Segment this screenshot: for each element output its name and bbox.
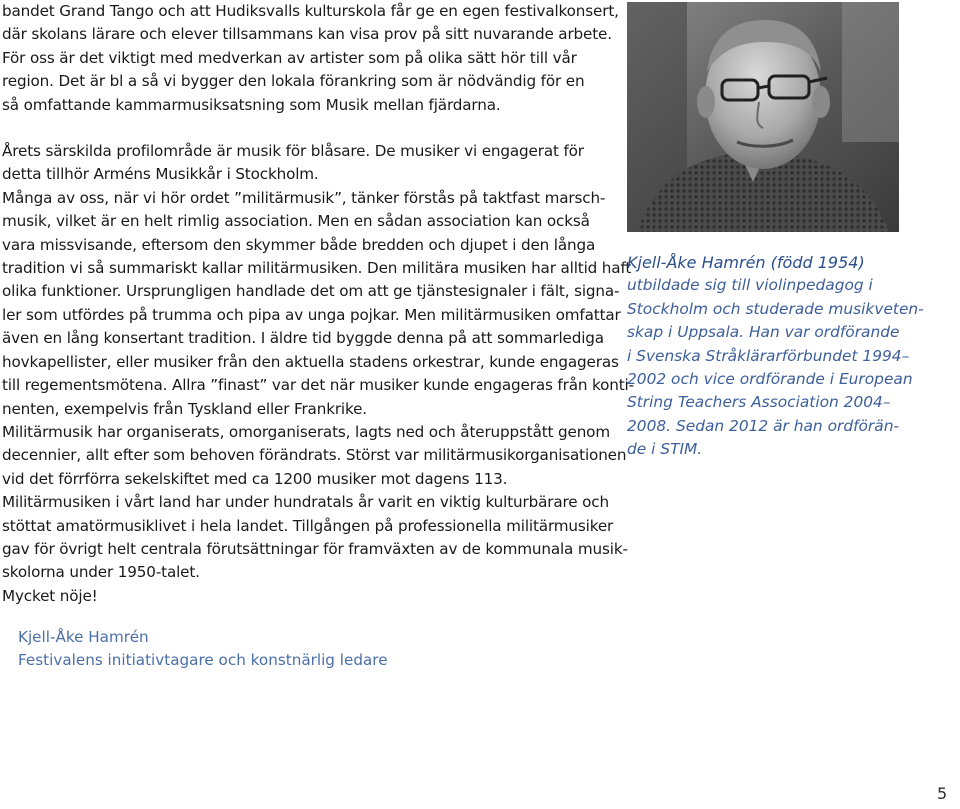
portrait-photo — [627, 2, 899, 232]
caption-line: de i STIM. — [627, 440, 703, 459]
page-number: 5 — [937, 784, 948, 803]
text-line: Årets särskilda profilområde är musik för blåsare. De musiker vi engagerat för — [2, 142, 584, 161]
text-line: vara missvisande, eftersom den skymmer både bredden och djupet i den långa — [2, 235, 596, 254]
caption-line: i Svenska Stråklärarförbundet 1994– — [627, 346, 910, 365]
text-line: bandet Grand Tango och att Hudiksvalls kulturskola får ge en egen festivalkonsert, — [2, 2, 619, 20]
signature-name: Kjell-Åke Hamrén — [18, 628, 149, 646]
photo-caption — [627, 251, 924, 462]
text-line: hovkapellister, eller musiker från den aktuella stadens orkestrar, kunde engageras — [2, 352, 619, 371]
signature-role: Festivalens initiativtagare och konstnärlig ledare — [18, 651, 388, 669]
text-line: Många av oss, när vi hör ordet ”militärmusik”, tänker förstås på taktfast marsch- — [2, 188, 606, 207]
paragraph-spacer — [2, 117, 600, 140]
text-line: till regementsmötena. Allra ”finast” var det när musiker kunde engageras från konti- — [2, 376, 634, 395]
text-line: musik, vilket är en helt rimlig association. Men en sådan association kan också — [2, 212, 590, 231]
caption-line: 2002 och vice ordförande i European — [627, 370, 913, 389]
text-line: ler som utfördes på trumma och pipa av unga pojkar. Men militärmusiken omfattar — [2, 305, 621, 324]
text-line: så omfattande kammarmusiksatsning som Musik mellan fjärdarna. — [2, 95, 501, 114]
text-line: gav för övrigt helt centrala förutsättningar för framväxten av de kommunala musik- — [2, 539, 628, 558]
caption-line: String Teachers Association 2004– — [627, 393, 891, 412]
text-line: decennier, allt efter som behoven förändrats. Störst var militärmusikorganisationen — [2, 446, 627, 465]
text-line: tradition vi så summariskt kallar militärmusiken. Den militära musiken har alltid haft — [2, 259, 632, 278]
text-line: region. Det är bl a så vi bygger den lokala förankring som är nödvändig för en — [2, 72, 585, 91]
caption-line: 2008. Sedan 2012 är han ordförän- — [627, 416, 899, 435]
text-line: detta tillhör Arméns Musikkår i Stockholm. — [2, 165, 319, 184]
paragraph-1 — [2, 0, 619, 117]
signature — [18, 626, 388, 672]
text-line: skolorna under 1950-talet. — [2, 563, 200, 582]
paragraph-2 — [2, 140, 634, 608]
caption-line: Stockholm och studerade musikveten- — [627, 299, 924, 318]
text-line: olika funktioner. Ursprungligen handlade det om att ge tjänstesignaler i fält, signa- — [2, 282, 620, 301]
caption-line: skap i Uppsala. Han var ordförande — [627, 323, 900, 342]
text-line: även en lång konsertant tradition. I äldre tid byggde denna på att sommarlediga — [2, 329, 604, 348]
text-line: stöttat amatörmusiklivet i hela landet. Tillgången på professionella militärmusiker — [2, 516, 614, 535]
text-line: Mycket nöje! — [2, 586, 98, 605]
text-line: vid det förrförra sekelskiftet med ca 1200 musiker mot dagens 113. — [2, 469, 508, 488]
caption-line: utbildade sig till violinpedagog i — [627, 276, 873, 295]
caption-title: Kjell-Åke Hamrén (född 1954) — [627, 253, 865, 272]
text-line: nenten, exempelvis från Tyskland eller Frankrike. — [2, 399, 367, 418]
text-line: där skolans lärare och elever tillsammans kan visa prov på sitt nuvarande arbete. — [2, 25, 612, 44]
text-line: För oss är det viktigt med medverkan av artister som på olika sätt hör till vår — [2, 48, 577, 67]
article-body — [2, 0, 634, 608]
text-line: Militärmusik har organiserats, omorganiserats, lagts ned och återuppstått genom — [2, 422, 610, 441]
text-line: Militärmusiken i vårt land har under hundratals år varit en viktig kulturbärare och — [2, 493, 609, 512]
